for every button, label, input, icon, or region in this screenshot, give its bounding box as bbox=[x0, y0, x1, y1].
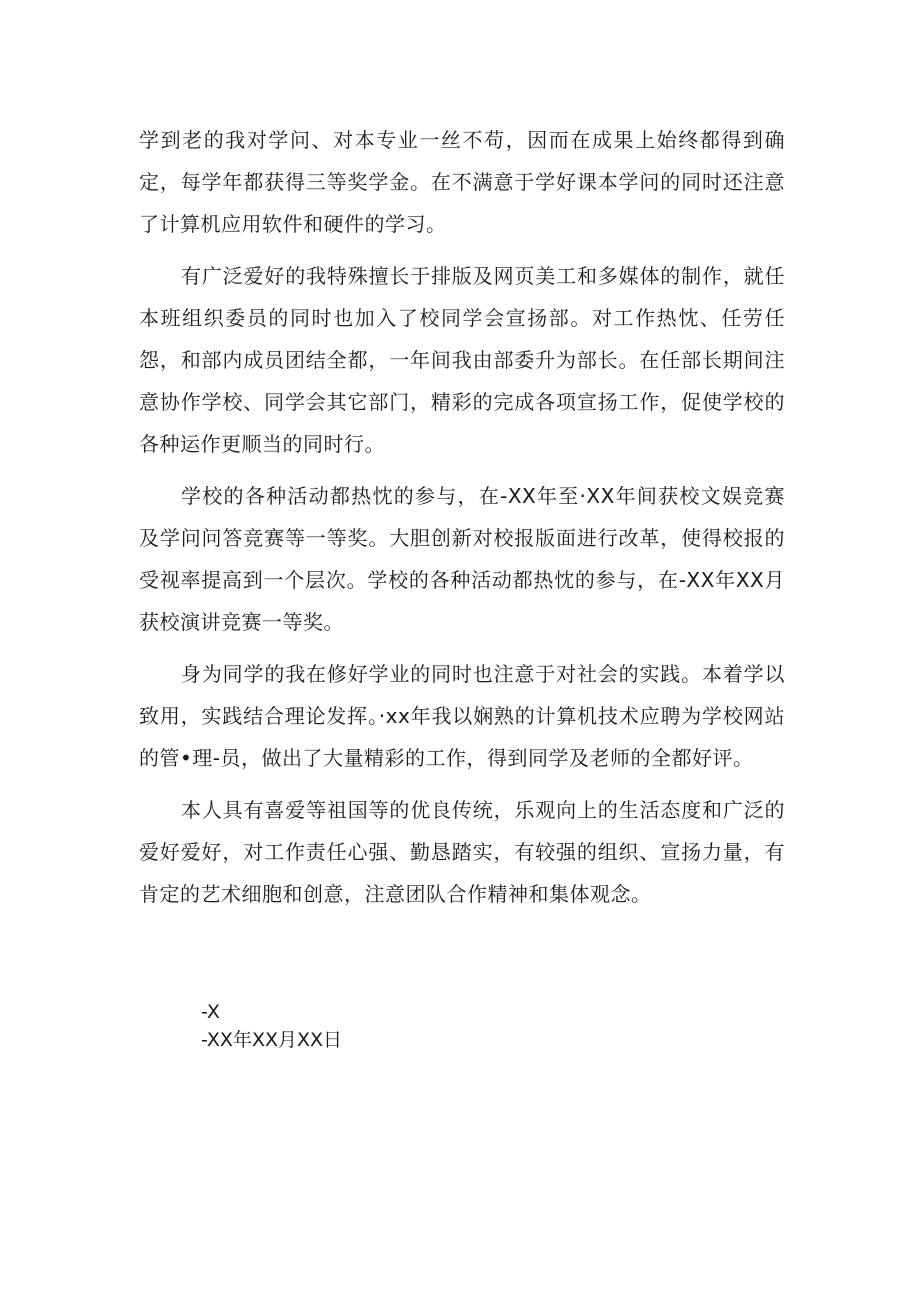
paragraph-5: 本人具有喜爱等祖国等的优良传统，乐观向上的生活态度和广泛的爱好爱好，对工作责任心强、勤恳踏实，有较强的组织、宣扬力量，有肯定的艺术细胞和创意，注意团队合作精神和集体观念。 bbox=[139, 798, 785, 906]
signature-name: -X bbox=[201, 1001, 220, 1023]
signature-date: -XX年XX月XX日 bbox=[201, 1029, 343, 1051]
signature-block bbox=[201, 998, 342, 1054]
document-body bbox=[139, 119, 785, 915]
paragraph-2: 有广泛爱好的我特殊擅长于排版及网页美工和多媒体的制作，就任本班组织委员的同时也加入了校同学会宣扬部。对工作热忱、任劳任怨，和部内成员团结全都，一年间我由部委升为部长。在任部长期间注意协作学校、同学会其它部门，精彩的完成各项宣扬工作，促使学校的各种运作更顺当的同时行。 bbox=[139, 264, 785, 456]
paragraph-4: 身为同学的我在修好学业的同时也注意于对社会的实践。本着学以致用，实践结合理论发挥。·xx年我以娴熟的计算机技术应聘为学校网站的管•理-员，做出了大量精彩的工作，得到同学及老师的全都好评。 bbox=[139, 662, 785, 770]
paragraph-3: 学校的各种活动都热忱的参与，在-XX年至·XX年间获校文娱竞赛及学问问答竞赛等一等奖。大胆创新对校报版面进行改革，使得校报的受视率提高到一个层次。学校的各种活动都热忱的参与，在-XX年XX月获校演讲竞赛一等奖。 bbox=[139, 484, 785, 634]
paragraph-1: 学到老的我对学问、对本专业一丝不苟，因而在成果上始终都得到确定，每学年都获得三等奖学金。在不满意于学好课本学问的同时还注意了计算机应用软件和硬件的学习。 bbox=[139, 128, 785, 236]
